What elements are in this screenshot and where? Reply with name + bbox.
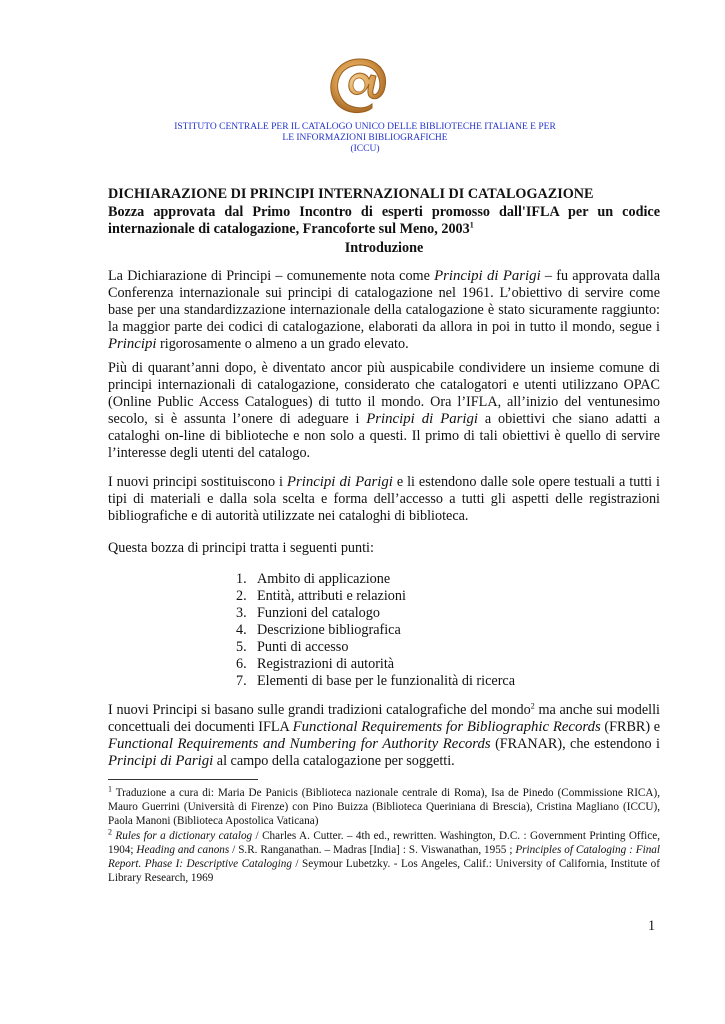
list-item xyxy=(236,622,515,639)
p1-text-a: La Dichiarazione di Principi – comunemente nota come xyxy=(108,268,435,284)
p5-italic-principi-di-parigi: Principi di Parigi xyxy=(108,753,214,769)
list-item xyxy=(236,656,515,673)
list-item-label: Ambito di applicazione xyxy=(257,571,391,587)
footnote-2 xyxy=(108,829,660,885)
p1-italic-principi-di-parigi: Principi di Parigi xyxy=(434,268,541,284)
at-sign-logo-icon xyxy=(326,54,390,118)
list-item-label: Registrazioni di autorità xyxy=(257,656,395,672)
list-item-label: Elementi di base per le funzionalità di ricerca xyxy=(257,673,516,689)
p3-text-c: e li estendono dalle sole opere testuali a tutti i tipi di materiali e dalla sola scelta e forma dell’accesso a tutti gli aspetti delle registrazioni bibliografiche e di autorità utilizzate nei cataloghi di biblioteca. xyxy=(108,474,660,524)
institute-line-1: ISTITUTO CENTRALE PER IL CATALOGO UNICO DELLE BIBLIOTECHE ITALIANE E PER xyxy=(174,122,556,132)
list-item-number: 5. xyxy=(236,639,247,655)
list-item xyxy=(236,588,515,605)
list-item-number: 4. xyxy=(236,622,247,638)
list-item-label: Entità, attributi e relazioni xyxy=(257,588,406,604)
footnotes xyxy=(108,786,660,886)
list-item-label: Punti di accesso xyxy=(257,639,349,655)
p3-text-a: I nuovi principi sostituiscono i xyxy=(108,474,287,490)
footnote-ref-1[interactable]: 1 xyxy=(469,220,474,230)
p5-italic-frbr-title: Functional Requirements for Bibliographic Records xyxy=(292,719,601,735)
institute-line-3: (ICCU) xyxy=(350,144,380,154)
footnote-2-italic-c: Heading and canons xyxy=(136,844,230,856)
p1-italic-principi: Principi xyxy=(108,336,157,352)
p1-text-c: – fu approvata dalla Conferenza internazionale sui principi di catalogazione nel 1961. L’obiettivo di servire come base per una standardizzazione internazionale della catalogazione è stato sicuramente raggiunto: la maggior parte dei codici di catalogazione, elaborati da allora in poi in tutto il mondo, segue i xyxy=(108,268,661,335)
topics-list xyxy=(236,571,515,690)
p5-text-b: ma anche sui modelli concettuali dei documenti IFLA xyxy=(108,702,660,735)
footnote-2-text-f: / Seymour Lubetzky. - Los Angeles, Calif.: University of California, Institute of Library Research, 1969 xyxy=(108,858,660,884)
paragraph-5 xyxy=(108,702,660,770)
footnote-2-italic-e: Principles of Cataloging : Final Report. Phase I: Descriptive Cataloging xyxy=(108,844,661,870)
document-heading xyxy=(108,186,660,257)
document-title: DICHIARAZIONE DI PRINCIPI INTERNAZIONALI DI CATALOGAZIONE xyxy=(108,186,594,202)
paragraph-3 xyxy=(108,474,660,525)
p4-text: Questa bozza di principi tratta i seguenti punti: xyxy=(108,540,374,556)
p5-text-h: al campo della catalogazione per soggetti. xyxy=(213,753,455,769)
list-item-label: Descrizione bibliografica xyxy=(257,622,401,638)
footnote-2-number: 2 xyxy=(108,827,112,837)
list-item xyxy=(236,605,515,622)
list-item-number: 3. xyxy=(236,605,247,621)
list-item-label: Funzioni del catalogo xyxy=(257,605,380,621)
p2-italic-principi-di-parigi: Principi di Parigi xyxy=(366,411,479,427)
p2-text-c: a obiettivi che siano adatti a cataloghi on-line di biblioteche e non solo a questi. Il primo di tali obiettivi è quello di servire l’interesse degli utenti del catalogo. xyxy=(108,411,661,461)
footnote-ref-2[interactable]: 2 xyxy=(530,701,535,711)
institute-header xyxy=(150,122,580,155)
list-item xyxy=(236,673,515,690)
list-item-number: 2. xyxy=(236,588,247,604)
p1-text-e: rigorosamente o almeno a un grado elevato. xyxy=(156,336,409,352)
p3-italic-principi-di-parigi: Principi di Parigi xyxy=(286,474,393,490)
paragraph-1 xyxy=(108,268,660,353)
footnote-1 xyxy=(108,786,660,828)
footnote-2-italic-a: Rules for a dictionary catalog xyxy=(112,830,253,842)
section-title: Introduzione xyxy=(344,239,424,256)
footnote-1-number: 1 xyxy=(108,784,112,794)
p5-text-f: (FRANAR), che estendono i xyxy=(490,736,660,752)
footnote-2-text-d: / S.R. Ranganathan. – Madras [India] : S. Viswanathan, 1955 ; xyxy=(229,844,516,856)
list-item-number: 7. xyxy=(236,673,247,689)
list-item-number: 6. xyxy=(236,656,247,672)
p5-text-d: (FRBR) e xyxy=(600,719,661,735)
document-subtitle xyxy=(108,204,660,239)
list-item xyxy=(236,571,515,588)
list-item xyxy=(236,639,515,656)
footnote-divider xyxy=(108,779,258,780)
paragraph-4 xyxy=(108,540,660,557)
p2-text-a: Più di quarant’anni dopo, è diventato ancor più auspicabile condividere un insieme comune di principi internazionali di catalogazione, considerato che catalogatori e utenti utilizzano OPAC (Online Public Access Catalogues) di tutto il mondo. Ora l’IFLA, all’inizio del ventunesimo secolo, si è assunta l’onere di adeguare i xyxy=(108,360,660,427)
subtitle-text: Bozza approvata dal Primo Incontro di esperti promosso dall'IFLA per un codice internazionale di catalogazione, Francoforte sul Meno, 2003 xyxy=(108,203,660,237)
paragraph-2 xyxy=(108,360,660,462)
footnote-1-text: Traduzione a cura di: Maria De Panicis (Biblioteca nazionale centrale di Roma), Isa de Pinedo (Commissione RICA), Mauro Guerrini (Università di Firenze) con Pino Buizza (Biblioteca Queriniana di Brescia), Cristina Magliano (ICCU), Paola Manoni (Biblioteca Apostolica Vaticana) xyxy=(108,787,660,827)
footnote-2-text-b: / Charles A. Cutter. – 4th ed., rewritten. Washington, D.C. : Government Printing Office, 1904; xyxy=(108,830,661,856)
p5-italic-franar-title: Functional Requirements and Numbering for Authority Records xyxy=(108,736,491,752)
institute-line-2: LE INFORMAZIONI BIBLIOGRAFICHE xyxy=(282,133,448,143)
list-item-number: 1. xyxy=(236,571,247,587)
page-number: 1 xyxy=(648,918,656,934)
p5-text-a: I nuovi Principi si basano sulle grandi tradizioni catalografiche del mondo xyxy=(108,702,531,718)
